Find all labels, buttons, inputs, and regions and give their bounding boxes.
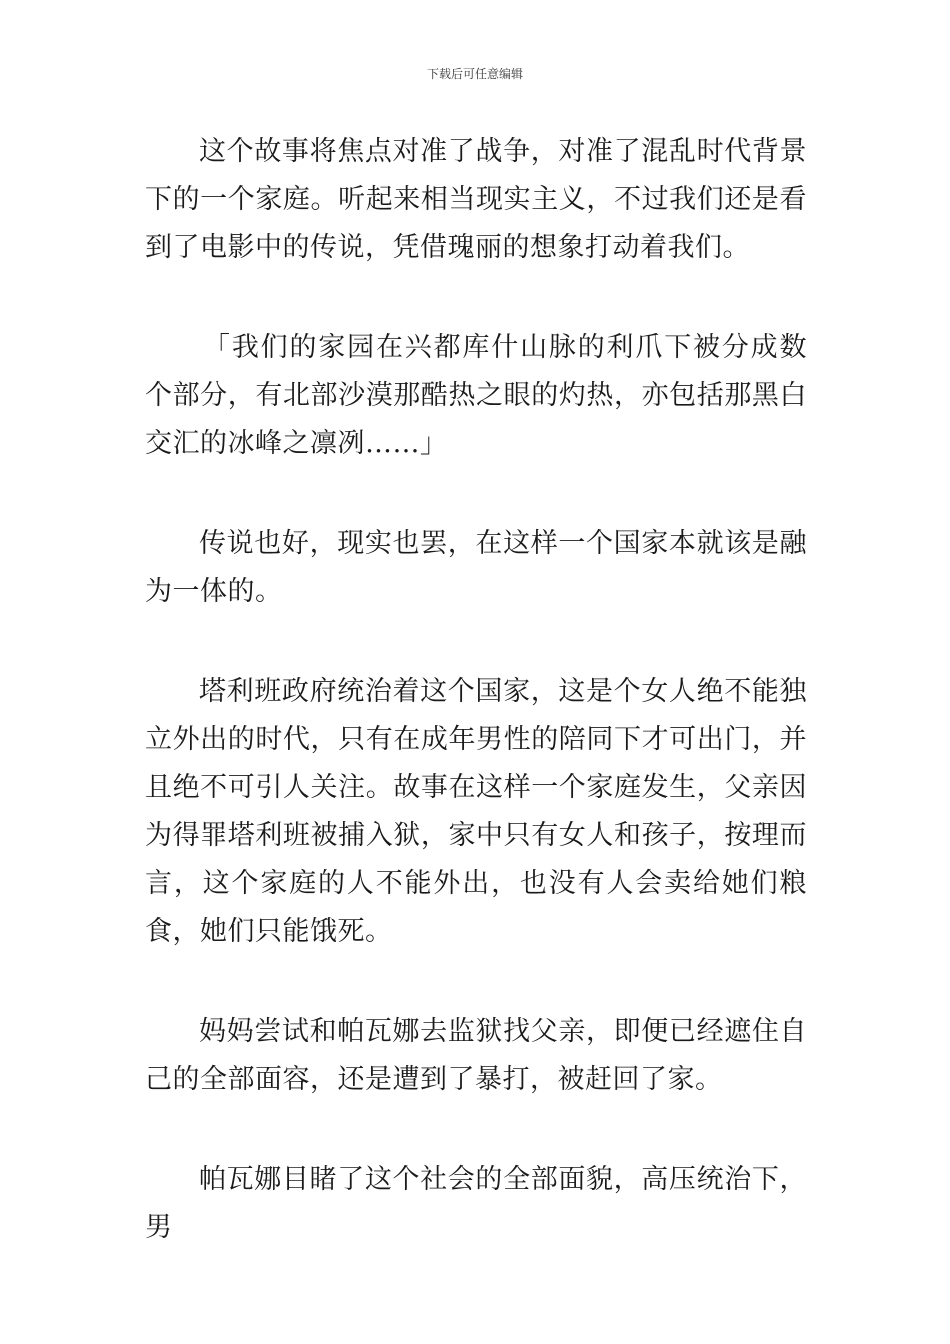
paragraph-4: 塔利班政府统治着这个国家，这是个女人绝不能独立外出的时代，只有在成年男性的陪同下才可出门，并且绝不可引人关注。故事在这样一个家庭发生，父亲因为得罪塔利班被捕入狱，家中只有女人和孩子，按理而言，这个家庭的人不能外出，也没有人会卖给她们粮食，她们只能饿死。	[145, 676, 807, 947]
paragraph-2-quote: 「我们的家园在兴都库什山脉的利爪下被分成数个部分，有北部沙漠那酷热之眼的灼热，亦包括那黑白交汇的冰峰之凛冽……」	[145, 332, 807, 459]
paragraph-1: 这个故事将焦点对准了战争，对准了混乱时代背景下的一个家庭。听起来相当现实主义，不过我们还是看到了电影中的传说，凭借瑰丽的想象打动着我们。	[145, 136, 807, 263]
document-body	[145, 128, 807, 1304]
paragraph-6: 帕瓦娜目睹了这个社会的全部面貌，高压统治下，男	[145, 1164, 807, 1243]
paragraph-5: 妈妈尝试和帕瓦娜去监狱找父亲，即便已经遮住自己的全部面容，还是遭到了暴打，被赶回了家。	[145, 1016, 807, 1095]
paragraph-3: 传说也好，现实也罢，在这样一个国家本就该是融为一体的。	[145, 528, 807, 607]
page-header-note: 下载后可任意编辑	[426, 67, 523, 81]
